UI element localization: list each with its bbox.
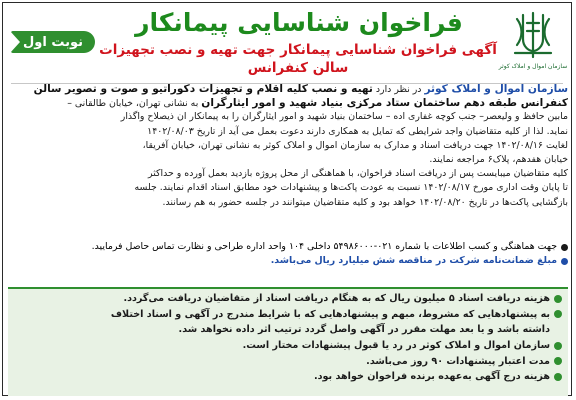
condition-text: هزینه دریافت اسناد ۵ میلیون ریال که به هنگام دریافت اسناد از متقاضیان دریافت می‌گردد. bbox=[123, 293, 550, 305]
body-line bbox=[8, 153, 568, 167]
condition-text: سازمان اموال و املاک کوثر در رد یا قبول پیشنهادات مختار است. bbox=[242, 340, 550, 352]
body-text: خیابان هفدهم، پلاک۶ مراجعه نمایند. bbox=[429, 153, 568, 165]
project-title-cont: کنفرانس طبقه دهم ساختمان ستاد مرکزی بنیاد شهید و امور ایثارگران bbox=[201, 97, 568, 110]
organization-name: سازمان اموال و املاک کوثر bbox=[424, 83, 568, 95]
badge-arrow-icon bbox=[10, 31, 20, 53]
page-title: فراخوان شناسایی پیمانکار bbox=[135, 8, 463, 37]
bullet-item bbox=[8, 240, 568, 254]
body-line bbox=[8, 125, 568, 139]
badge-label: نوبت اول bbox=[22, 34, 84, 50]
announcement-body bbox=[8, 82, 568, 210]
bullet-item bbox=[8, 254, 568, 268]
project-title: تهیه و نصب کلیه اقلام و تجهیزات دکوراتیو و صوت و تصویر سالن bbox=[33, 83, 373, 95]
body-line bbox=[8, 167, 568, 181]
emblem-icon bbox=[509, 9, 557, 61]
body-text: تا پایان وقت اداری مورخ ۱۴۰۲/۰۸/۱۷ نسبت به عودت پاکت‌ها و پیشنهادات خود مطابق اسناد اقدام نمایند. جلسه bbox=[134, 182, 568, 194]
body-text: در نظر دارد bbox=[372, 84, 425, 95]
condition-item-continuation bbox=[14, 322, 562, 338]
body-line bbox=[8, 139, 568, 153]
bullet-icon bbox=[554, 342, 562, 350]
condition-item bbox=[14, 353, 562, 369]
body-text: نماید. لذا از کلیه متقاضیان واجد شرایطی که تمایل به همکاری دارند دعوت بعمل می آید از تاریخ ۱۴۰۲/۰۸/۰۳ bbox=[147, 125, 568, 137]
condition-item bbox=[14, 291, 562, 307]
body-line bbox=[8, 82, 568, 96]
page-subtitle: آگهی فراخوان شناسایی پیمانکار جهت تهیه و نصب تجهیزات سالن کنفرانس bbox=[99, 42, 497, 76]
condition-text: هزینه درج آگهی به‌عهده برنده فراخوان خواهد بود. bbox=[313, 371, 550, 383]
logo bbox=[498, 9, 568, 79]
body-text: لغایت ۱۴۰۲/۰۸/۱۶ جهت دریافت اسناد و مدارک به سازمان اموال و املاک کوثر به نشانی تهران، خیابان آفریقا، bbox=[142, 139, 568, 151]
body-line bbox=[8, 196, 568, 210]
bullet-icon bbox=[561, 244, 568, 251]
body-text: کلیه متقاضیان میبایست پس از دریافت اسناد فراخوان، با هماهنگی از محل پروژه بازدید بعمل آورده و حداکثر bbox=[148, 168, 568, 180]
condition-item bbox=[14, 307, 562, 323]
condition-item bbox=[14, 338, 562, 354]
body-text: مابین حافظ و ولیعصر– جنب کوچه غفاری اده – ساختمان بنیاد شهید و امور ایثارگران را به پیمانکار ان ذیصلاح واگذار bbox=[120, 111, 568, 123]
bullet-icon bbox=[554, 357, 562, 365]
body-text: به نشانی تهران، خیابان طالقانی – bbox=[67, 98, 202, 110]
body-line bbox=[8, 96, 568, 110]
bullet-icon bbox=[554, 373, 562, 381]
bullet-icon bbox=[554, 310, 562, 318]
conditions-box bbox=[8, 287, 568, 396]
condition-item bbox=[14, 369, 562, 385]
logo-caption: سازمان اموال و املاک کوثر bbox=[498, 63, 568, 70]
body-line bbox=[8, 110, 568, 124]
guarantee-amount: مبلغ ضمانت‌نامه شرکت در مناقصه شش میلیارد ریال می‌باشد. bbox=[270, 255, 557, 267]
condition-text: مدت اعتبار پیشنهادات ۹۰ روز می‌باشد. bbox=[366, 355, 550, 367]
body-line bbox=[8, 181, 568, 195]
bullet-icon bbox=[561, 258, 568, 265]
info-bullets bbox=[8, 240, 568, 269]
body-text: بازگشایی پاکت‌ها در تاریخ ۱۴۰۲/۰۸/۲۰ خواهد بود و کلیه متقاضیان میتوانند در جلسه حضور به هم رسانند. bbox=[162, 196, 568, 208]
bullet-icon bbox=[554, 295, 562, 303]
contact-info: جهت هماهنگی و کسب اطلاعات با شماره ۰۲۱-۵۴۹۸۶۰۰۰ داخلی ۱۰۴ واحد اداره طراحی و نظارت تماس حاصل فرمایید. bbox=[91, 241, 557, 252]
round-badge bbox=[11, 31, 95, 53]
condition-text: به پیشنهادهایی که مشروط، مبهم و پیشنهادهایی که با شرایط مندرج در آگهی و اسناد اختلاف bbox=[110, 308, 550, 320]
condition-text: داشته باشد و یا بعد مهلت مقرر در آگهی واصل گردد ترتیب اثر داده نخواهد شد. bbox=[178, 324, 550, 336]
